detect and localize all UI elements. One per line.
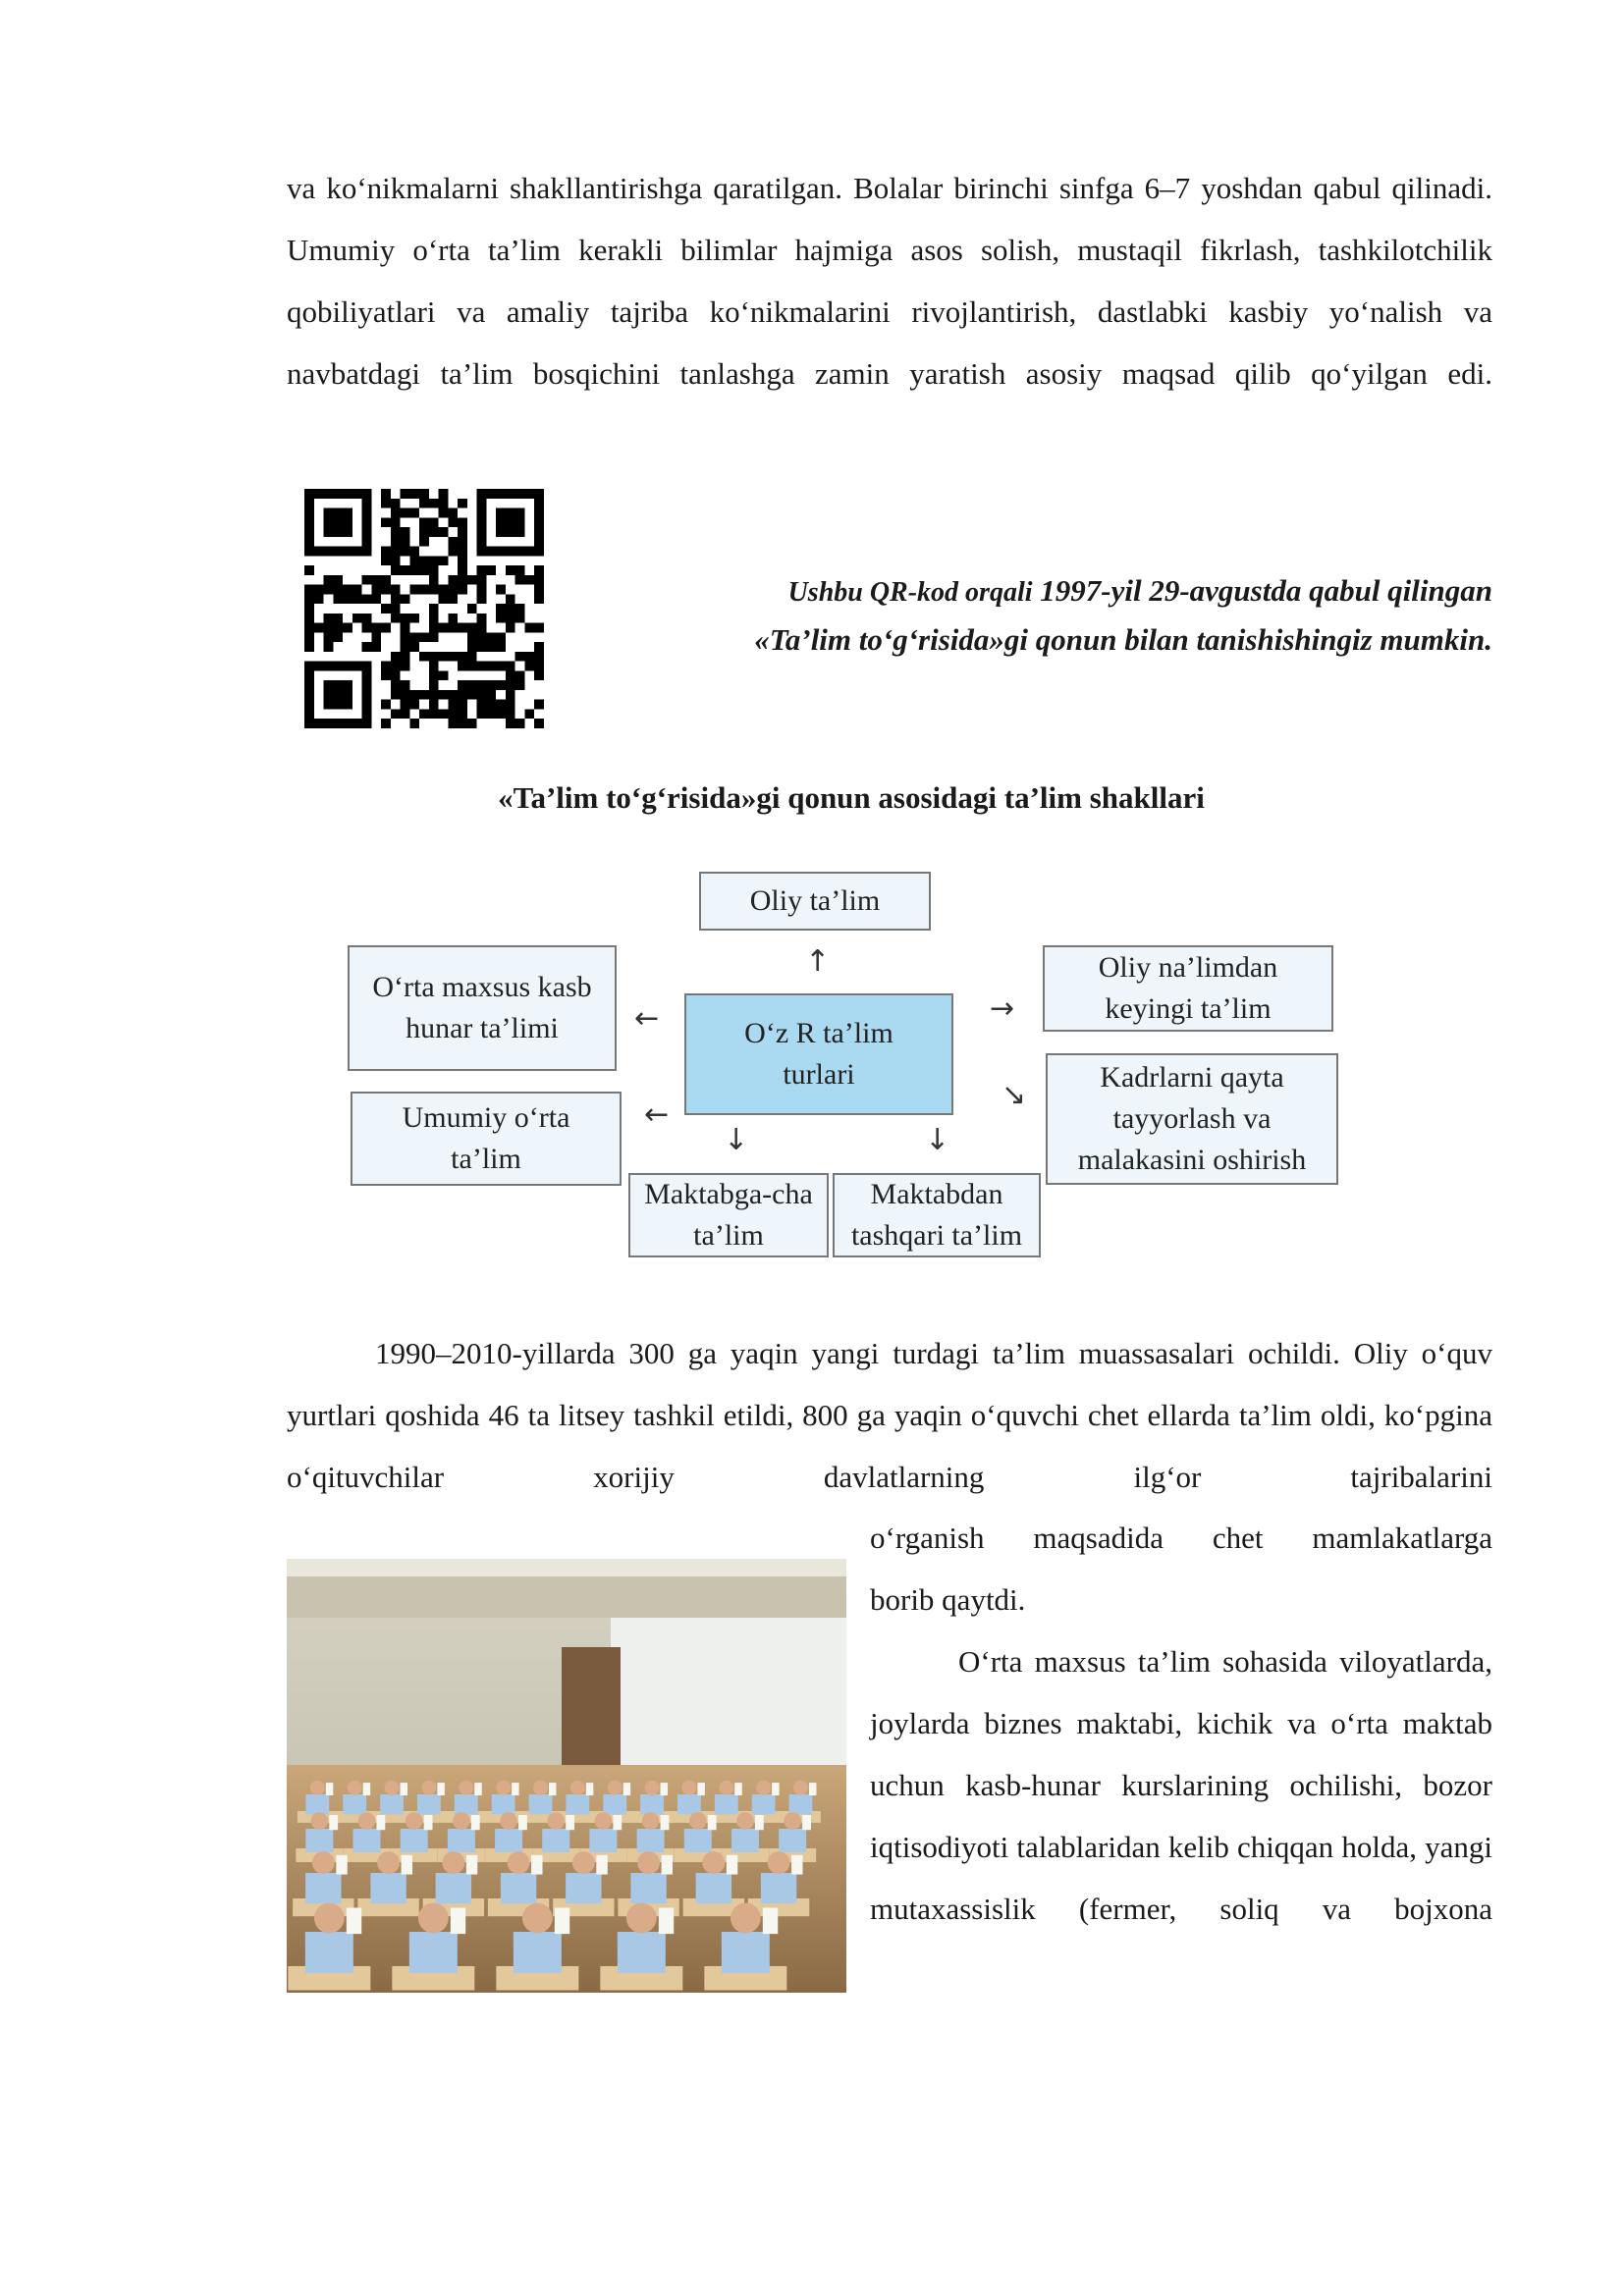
- side-text-1-line1: o‘rganish maqsadida chet mamlakatlarga: [870, 1521, 1492, 1555]
- box-umumiy-orta: Umumiy o‘rta ta’lim: [351, 1092, 622, 1186]
- side-text-1-line2: borib qaytdi.: [870, 1582, 1026, 1617]
- qr-caption-part1: Ushbu QR-kod orqali: [787, 577, 1033, 608]
- arrow-left-up-icon: ←: [634, 1001, 660, 1036]
- arrow-down-right-icon: ↓: [925, 1123, 950, 1157]
- box-oliy-talim: Oliy ta’lim: [699, 872, 931, 931]
- paragraph-intro: va ko‘nikmalarni shakllantirishga qaratilgan. Bolalar birinchi sinfga 6–7 yoshdan qabul qilinadi. Umumiy o‘rta ta’lim kerakli bilimlar hajmiga asos solish, mustaqil fikrlash, tashkilotchilik qobiliyatlari va amaliy tajriba ko‘nikmalarini rivojlantirish, dastlabki kasbiy yo‘nalish va navbatdagi ta’lim bosqichini tanlashga zamin yaratish asosiy maqsad qilib qo‘yilgan edi.: [287, 171, 1492, 391]
- diagram-title: «Ta’lim to‘g‘risida»gi qonun asosidagi ta’lim shakllari: [498, 780, 1205, 815]
- box-maktabgacha: Maktabga-cha ta’lim: [628, 1173, 829, 1257]
- box-maktabdan-tashqari: Maktabdan tashqari ta’lim: [833, 1173, 1041, 1257]
- arrow-down-left-icon: ↓: [724, 1123, 749, 1157]
- side-text-orta-maxsus: [870, 1630, 1492, 1940]
- arrow-left-down-icon: ←: [644, 1097, 670, 1132]
- arrow-up-icon: ↑: [805, 944, 831, 979]
- qr-caption: [569, 567, 1492, 664]
- classroom-photo: [287, 1559, 846, 1993]
- arrow-right-icon: →: [990, 991, 1015, 1026]
- box-kadrlarni-qayta: Kadrlarni qayta tayyorlash va malakasini oshirish: [1046, 1053, 1338, 1185]
- box-orta-maxsus: O‘rta maxsus kasb hunar ta’limi: [348, 945, 617, 1071]
- qr-code[interactable]: [304, 489, 544, 728]
- box-center-talim-turlari: O‘z R ta’lim turlari: [684, 993, 953, 1115]
- side-text-1: [870, 1507, 1492, 1630]
- qr-caption-line2: «Ta’lim to‘g‘risida»gi qonun bilan tanishishingiz mumkin.: [754, 622, 1492, 657]
- arrow-right-down-icon: ↘: [1001, 1078, 1027, 1112]
- paragraph-1990-2010-text: 1990–2010-yillarda 300 ga yaqin yangi turdagi ta’lim muassasalari ochildi. Oliy o‘quv yurtlari qoshida 46 ta litsey tashkil etildi, 800 ga yaqin o‘quvchi chet ellarda ta’lim oldi, ko‘pgina o‘qituvchilar xorijiy davlatlarning ilg‘or tajribalarini: [287, 1336, 1492, 1494]
- qr-caption-part2: 1997-yil 29-avgustda qabul qilingan: [1032, 573, 1492, 608]
- side-text-orta-maxsus-text: O‘rta maxsus ta’lim sohasida viloyatlarda, joylarda biznes maktabi, kichik va o‘rta maktab uchun kasb-hunar kurslarining ochilishi, bozor iqtisodiyoti talablaridan kelib chiqqan holda, yangi mutaxassislik (fermer, soliq va bojxona: [870, 1644, 1492, 1926]
- paragraph-1990-2010: [287, 1322, 1492, 1508]
- box-oliy-keyingi: Oliy na’limdan keyingi ta’lim: [1043, 945, 1333, 1032]
